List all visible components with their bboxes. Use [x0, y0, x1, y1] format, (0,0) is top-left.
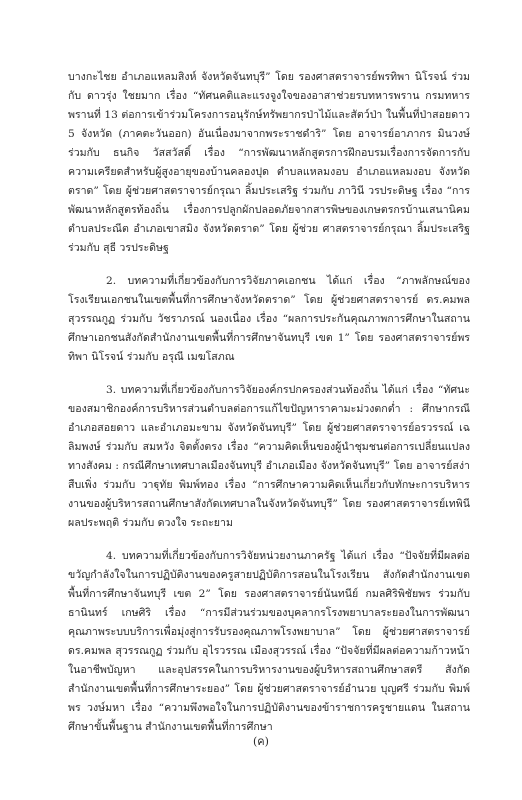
paragraph-continuation: บางกะไชย อำเภอแหลมสิงห์ จังหวัดจันทบุรี” โดย รองศาสตราจารย์พรทิพา นิโรจน์ ร่วมกับ ดาวรุ่ง ใชยมาก เรื่อง “ทัศนคติและแรงจูงใจของอาสาช่วยรบทหารพราน กรมทหารพรานที่ 13 ต่อการเข้าร่วมโครงการอนุรักษ์ทรัพยากรป่าไม้และสัตว์ป่า ในพื้นที่ป่าสอยดาว 5 จังหวัด (ภาคตะวันออก) อันเนื่องมาจากพระราชดำริ” โดย อาจารย์อาภากร มินวงษ์ ร่วมกับ ธนกิจ วัสสวัสดิ์ เรื่อง “การพัฒนาหลักสูตรการฝึกอบรมเรื่องการจัดการกับความเครียดสำหรับผู้สูงอายุของบ้านคลองปุด ตำบลแหลมงอบ อำเภอแหลมงอบ จังหวัดตราด” โดย ผู้ช่วยศาสตราจารย์กรุณา ลิ้มประเสริฐ ร่วมกับ ภาวินี วรประดิษฐ เรื่อง “การพัฒนาหลักสูตรท้องถิ่น เรื่องการปลูกผักปลอดภัยจากสารพิษของเกษตรกรบ้านเสนานิคม ตำบลประณีต อำเภอเขาสมิง จังหวัดตราด” โดย ผู้ช่วย ศาสตราจารย์กรุณา ลิ้มประเสริฐ ร่วมกับ สุธี วรประดิษฐ: [68, 71, 470, 254]
paragraph-item-2: 2. บทความที่เกี่ยวข้องกับการวิจัยภาคเอกชน ได้แก่ เรื่อง “ภาพลักษณ์ของโรงเรียนเอกชนในเขตพื้นที่การศึกษาจังหวัดตราด” โดย ผู้ช่วยศาสตราจารย์ ดร.คมพล สุวรรณกูฏ ร่วมกับ วัชราภรณ์ นองเนื่อง เรื่อง “ผลการประกันคุณภาพการศึกษาในสถานศึกษาเอกชนสังกัดสำนักงานเขตพื้นที่การศึกษาจันทบุรี เขต 1” โดย รองศาสตราจารย์พรทิพา นิโรจน์ ร่วมกับ อรุณี เมฆโสภณ: [68, 275, 470, 363]
page-number: (ค): [253, 735, 269, 748]
paragraph-item-4: 4. บทความที่เกี่ยวข้องกับการวิจัยหน่วยงานภาครัฐ ได้แก่ เรื่อง “ปัจจัยที่มีผลต่อขวัญกำลังใจในการปฏิบัติงานของครูสายปฏิบัติการสอนในโรงเรียน สังกัดสำนักงานเขตพื้นที่การศึกษาจันทบุรี เขต 2” โดย รองศาสตราจารย์นันทนีย์ กมลศิริพิชัยพร ร่วมกับ ธานินทร์ เกษศิริ เรื่อง “การมีส่วนร่วมของบุคลากรโรงพยาบาลระยองในการพัฒนาคุณภาพระบบบริการเพื่อมุ่งสู่การรับรองคุณภาพโรงพยาบาล” โดย ผู้ช่วยศาสตราจารย์ ดร.คมพล สุวรรณกูฏ ร่วมกับ อุไรวรรณ เมืองสุวรรณ์ เรื่อง “ปัจจัยที่มีผลต่อความก้าวหน้าในอาชีพบัญหา และอุปสรรคในการบริหารงานของผู้บริหารสถานศึกษาสตรี สังกัดสำนักงานเขตพื้นที่การศึกษาระยอง” โดย ผู้ช่วยศาสตราจารย์อำนวย บุญศรี ร่วมกับ พิมพ์พร วงษ์มหา เรื่อง “ความพึงพอใจในการปฏิบัติงานของข้าราชการครูชายแดน ในสถานศึกษาขั้นพื้นฐาน สำนักงานเขตพื้นที่การศึกษา: [68, 550, 470, 733]
page-body: [68, 68, 470, 751]
paragraph-item-3: 3. บทความที่เกี่ยวข้องกับการวิจัยองค์กรปกครองส่วนท้องถิ่น ได้แก่ เรื่อง “ทัศนะของสมาชิกองค์การบริหารส่วนตำบลต่อการแก้ไขปัญหาราคามะม่วงตกต่ำ : ศึกษากรณีอำเภอสอยดาว และอำเภอมะขาม จังหวัดจันทบุรี” โดย ผู้ช่วยศาสตราจารย์อรวรรณ์ เฉลิมพงษ์ ร่วมกับ สมหวัง จิตตั้งตรง เรื่อง “ความคิดเห็นของผู้นำชุมชนต่อการเปลี่ยนแปลงทางสังคม : กรณีศึกษาเทศบาลเมืองจันทบุรี อำเภอเมือง จังหวัดจันทบุรี” โดย อาจารย์สง่า สืบเพิ่ง ร่วมกับ วาฐุทัย พิมพ์ทอง เรื่อง “การศึกษาความคิดเห็นเกี่ยวกับทักษะการบริหารงานของผู้บริหารสถานศึกษาสังกัดเทศบาลในจังหวัดจันทบุรี” โดย รองศาสตราจารย์เทพินี ผลประพฤติ ร่วมกับ ดวงใจ ระถะยาม: [68, 384, 470, 529]
